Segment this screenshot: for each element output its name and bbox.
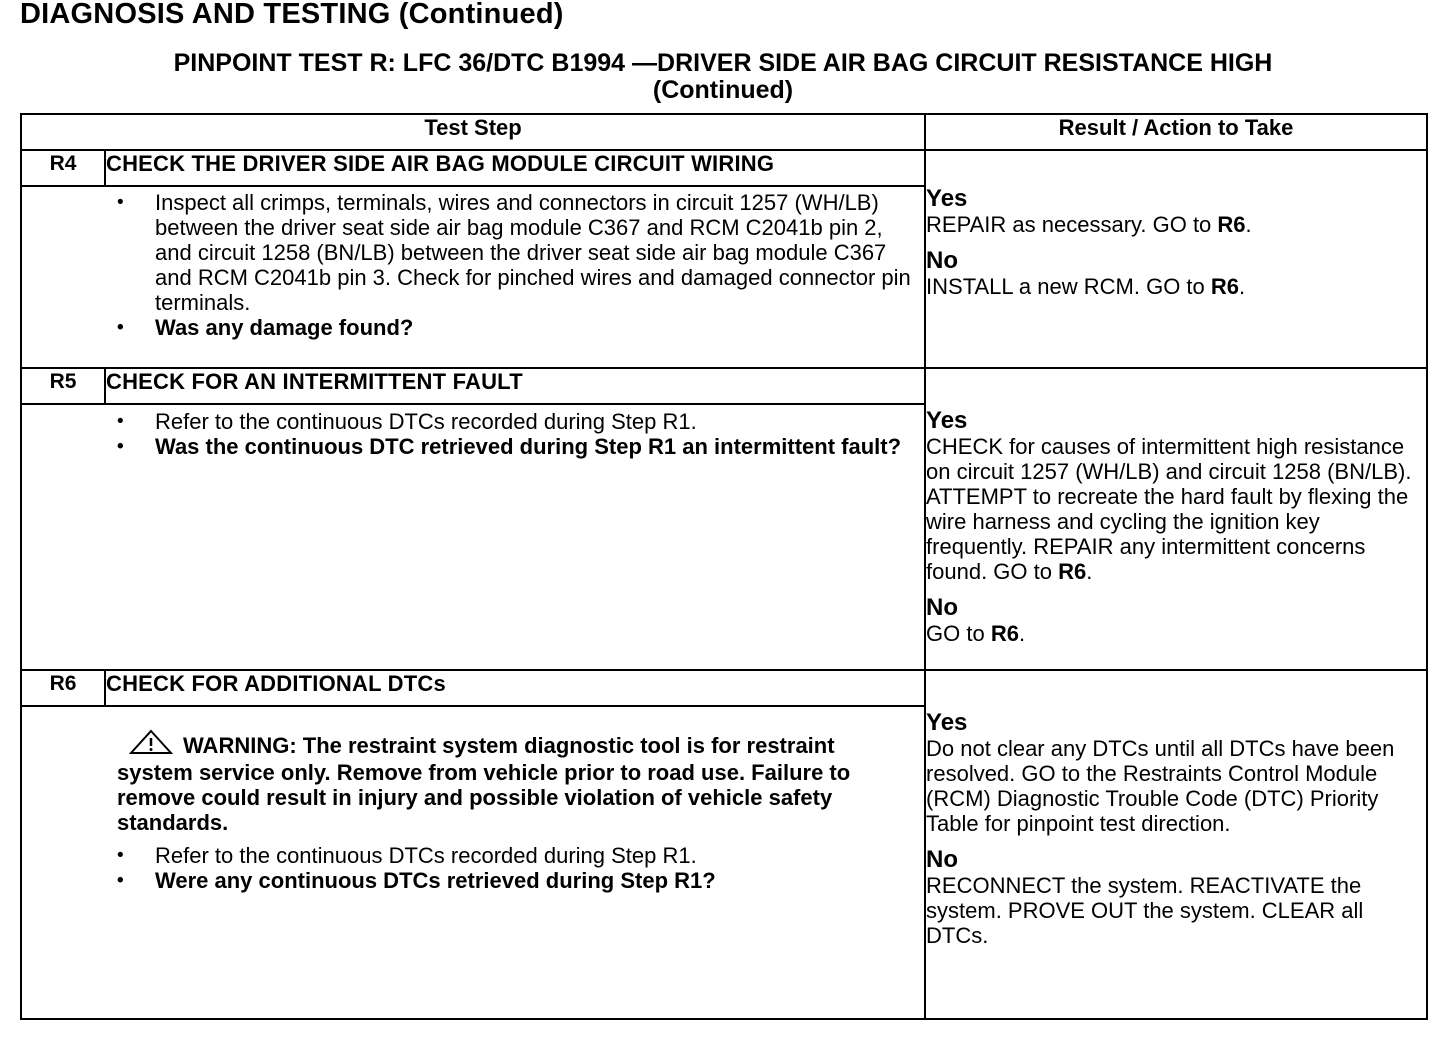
no-action: INSTALL a new RCM. GO to R6. [926,274,1246,299]
pinpoint-test-table [20,113,1428,1020]
bullet-item: • Inspect all crimps, terminals, wires and connectors in circuit 1257 (WH/LB) between the driver seat side air bag module C367 and RCM C2041b pin 2, and circuit 1258 (BN/LB) between the driver seat side air bag module C367 and RCM C2041b pin 3. Check for pinched wires and damaged connector pin terminals. [22,190,924,315]
section-title: DIAGNOSIS AND TESTING (Continued) [20,0,564,30]
step-row-r6 [21,670,1427,706]
yes-label: Yes [926,407,968,434]
test-title-line-2: (Continued) [652,76,794,104]
bullet-item: • Refer to the continuous DTCs recorded during Step R1. [22,409,924,434]
step-id: R5 [21,368,105,404]
step-title: CHECK FOR ADDITIONAL DTCs [105,670,925,706]
yes-action: Do not clear any DTCs until all DTCs have been resolved. GO to the Restraints Control Module (RCM) Diagnostic Trouble Code (DTC) Priority Table for pinpoint test direction. [926,736,1395,836]
step-body [21,186,925,368]
step-row-r5 [21,368,1427,404]
step-row-r4 [21,150,1427,186]
step-title: CHECK FOR AN INTERMITTENT FAULT [105,368,925,404]
header-result-action: Result / Action to Take [925,114,1427,150]
bullet-question: • Was any damage found? [22,315,924,340]
warning-text: WARNING: The restraint system diagnostic tool is for restraint system service only. Remove from vehicle prior to road use. Failure to remove could result in injury and possible violation of vehicle safety standards. [117,733,851,835]
test-title-line-1: PINPOINT TEST R: LFC 36/DTC B1994 —DRIVER SIDE AIR BAG CIRCUIT RESISTANCE HIGH [173,49,1273,77]
bullet-question: • Were any continuous DTCs retrieved during Step R1? [22,868,924,893]
no-label: No [926,594,959,621]
warning-block [22,707,924,839]
pinpoint-test-title [20,50,1426,104]
step-id: R6 [21,670,105,706]
yes-action: CHECK for causes of intermittent high resistance on circuit 1257 (WH/LB) and circuit 1258 (BN/LB). ATTEMPT to recreate the hard fault by flexing the wire harness and cycling the ignition key frequently. REPAIR any intermittent concerns found. GO to R6. [926,434,1412,584]
step-reference: R6 [990,621,1019,646]
no-action: GO to R6. [926,621,1026,646]
header-test-step: Test Step [21,114,925,150]
step-body [21,706,925,1019]
result-cell [925,150,1427,368]
step-reference: R6 [1210,274,1240,299]
yes-action: REPAIR as necessary. GO to R6. [926,212,1252,237]
step-id: R4 [21,150,105,186]
yes-label: Yes [926,709,968,736]
no-action: RECONNECT the system. REACTIVATE the system. PROVE OUT the system. CLEAR all DTCs. [926,873,1364,948]
yes-label: Yes [926,185,968,212]
table-header-row [21,114,1427,150]
step-title: CHECK THE DRIVER SIDE AIR BAG MODULE CIRCUIT WIRING [105,150,925,186]
step-reference: R6 [1058,559,1087,584]
bullet-list [22,405,924,459]
result-cell [925,670,1427,1019]
step-reference: R6 [1217,212,1246,237]
step-body [21,404,925,670]
no-label: No [926,846,959,873]
result-cell [925,368,1427,670]
no-label: No [926,247,959,274]
bullet-question: • Was the continuous DTC retrieved during Step R1 an intermittent fault? [22,434,924,459]
bullet-list [22,839,924,893]
warning-triangle-icon [129,729,173,760]
bullet-item: • Refer to the continuous DTCs recorded during Step R1. [22,843,924,868]
bullet-list [22,187,924,340]
